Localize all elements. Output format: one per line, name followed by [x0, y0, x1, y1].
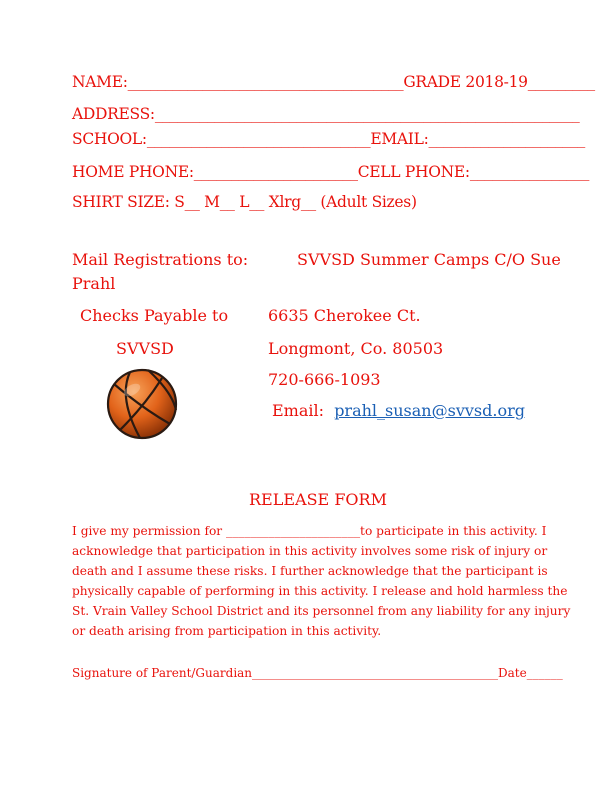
mail-registrations-label: Mail Registrations to: — [72, 250, 249, 269]
release-line: I give my permission for ______________________to participate in this activity. I — [72, 524, 547, 538]
school-email-field[interactable]: SCHOOL:______________________________EMAIL:_____________________ — [72, 130, 585, 148]
release-statement — [72, 521, 571, 641]
checks-payee: SVVSD — [116, 339, 174, 358]
shirt-size-field[interactable]: SHIRT SIZE: S__ M__ L__ Xlrg__ (Adult Sizes) — [72, 193, 417, 211]
release-line: St. Vrain Valley School District and its personnel from any liability for any injury — [72, 604, 571, 618]
phone-fields[interactable]: HOME PHONE:______________________CELL PHONE:________________ — [72, 163, 590, 181]
email-link[interactable]: prahl_susan@svvsd.org — [334, 401, 525, 420]
release-line: or death arising from participation in this activity. — [72, 624, 382, 638]
mail-registrations-label-cont: Prahl — [72, 274, 116, 293]
city-state-zip: Longmont, Co. 80503 — [268, 339, 444, 358]
release-form-title: RELEASE FORM — [249, 490, 387, 509]
checks-payable-label: Checks Payable to — [80, 306, 229, 325]
release-line: death and I assume these risks. I further acknowledge that the participant is — [72, 564, 548, 578]
street-address: 6635 Cherokee Ct. — [268, 306, 421, 325]
email-label: Email: — [272, 401, 325, 420]
email-line — [272, 401, 525, 420]
mail-to-name: SVVSD Summer Camps C/O Sue — [297, 250, 561, 269]
signature-date-field[interactable]: Signature of Parent/Guardian_________________________________________Date______ — [72, 666, 563, 680]
name-grade-field[interactable]: NAME:_____________________________________GRADE 2018-19_________ — [72, 73, 595, 91]
basketball-icon — [106, 368, 178, 440]
release-line: acknowledge that participation in this activity involves some risk of injury or — [72, 544, 548, 558]
phone-number: 720-666-1093 — [268, 370, 381, 389]
release-line: physically capable of performing in this activity. I release and hold harmless the — [72, 584, 568, 598]
address-field[interactable]: ADDRESS:_________________________________________________________ — [72, 105, 580, 123]
